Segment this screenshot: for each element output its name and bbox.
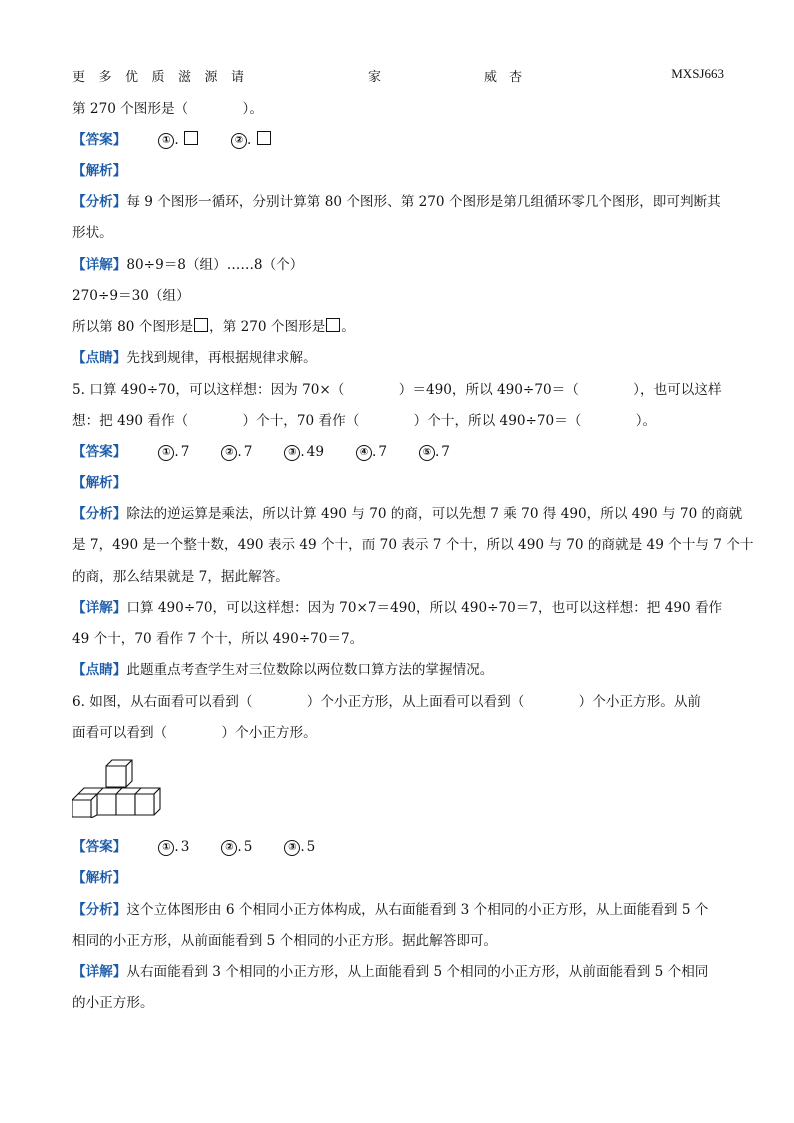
q6-xiangjie-line1 — [72, 963, 708, 981]
q5-question-line1: 5. 口算 490÷70，可以这样想：因为 70×（ ）＝490，所以 490÷70＝（ ），也可以这样 — [72, 382, 722, 398]
answer-value: 5 — [306, 839, 316, 855]
q4-xiangjie-line1 — [72, 256, 303, 274]
circled-number: ② — [221, 445, 237, 461]
q5-answer-line — [72, 443, 450, 461]
circled-number: ① — [158, 133, 174, 149]
q4-question-tail: 第 270 个图形是（ ）。 — [72, 101, 263, 117]
q6-question-line2: 面看可以看到（ ）个小正方形。 — [72, 725, 317, 741]
fenxi-tag: 【分析】 — [72, 194, 127, 210]
q4-fenxi-line1 — [72, 193, 721, 211]
xiangjie-tag: 【详解】 — [72, 600, 127, 616]
answer-value: 7 — [378, 444, 387, 460]
q6-fenxi-text2: 相同的小正方形，从前面能看到 5 个相同的小正方形。据此解答即可。 — [72, 933, 498, 949]
q4-fenxi-text1: 每 9 个图形一循环，分别计算第 80 个图形、第 270 个图形是第几组循环零几个图形，即可判断其 — [126, 194, 721, 210]
q4-xiangjie-text3b: ，第 270 个图形是 — [209, 319, 326, 335]
q5-fenxi-line1 — [72, 505, 742, 523]
q5-xiangjie-line1 — [72, 599, 722, 617]
answer-value: 7 — [243, 444, 253, 460]
q4-xiangjie-text1: 80÷9＝8（组）……8（个） — [126, 257, 304, 273]
answer-value: 7 — [441, 444, 450, 460]
q6-fenxi-line1 — [72, 901, 708, 919]
q5-answer-2: ② . 7 — [221, 443, 252, 461]
q4-dianjing-line — [72, 349, 317, 367]
q5-dianjing-text: 此题重点考查学生对三位数除以两位数口算方法的掌握情况。 — [126, 662, 494, 678]
q6-xiangjie-text1: 从右面能看到 3 个相同的小正方形，从上面能看到 5 个相同的小正方形，从前面能看到 5 个相同 — [126, 964, 709, 980]
square-shape-icon — [184, 131, 198, 145]
circled-number: ② — [231, 133, 247, 149]
q5-xiangjie-text1: 口算 490÷70，可以这样想：因为 70×7＝490，所以 490÷70＝7，也可以这样想：把 490 看作 — [126, 600, 723, 616]
fenxi-tag: 【分析】 — [72, 506, 127, 522]
circled-number: ② — [221, 840, 237, 856]
answer-value: 5 — [243, 839, 253, 855]
q4-xiangjie-text3a: 所以第 80 个图形是 — [72, 319, 194, 335]
answer-value: 49 — [306, 444, 324, 460]
q5-question-line2: 想：把 490 看作（ ）个十，70 看作（ ）个十，所以 490÷70＝（ ）。 — [72, 413, 657, 429]
q5-answer-5: ⑤ . 7 — [419, 443, 450, 461]
q4-answer-line — [72, 131, 272, 149]
q4-answer-1: ① . — [158, 131, 199, 149]
fenxi-tag: 【分析】 — [72, 902, 127, 918]
q6-answer-2: ② . 5 — [221, 838, 252, 856]
dianjing-tag: 【点睛】 — [72, 662, 127, 678]
q4-xiangjie-text3c: 。 — [341, 319, 355, 335]
square-shape-icon — [194, 318, 208, 332]
xiangjie-tag: 【详解】 — [72, 257, 127, 273]
q5-answer-4: ④ . 7 — [356, 443, 387, 461]
q5-answer-3: ③ . 49 — [284, 443, 324, 461]
q6-answer-line — [72, 838, 315, 856]
circled-number: ③ — [284, 840, 300, 856]
q6-answer-1: ① . 3 — [158, 838, 189, 856]
circled-number: ① — [158, 840, 174, 856]
q4-dianjing-text: 先找到规律，再根据规律求解。 — [126, 350, 317, 366]
circled-number: ④ — [356, 445, 372, 461]
header-code: MXSJ663 — [671, 66, 724, 81]
answer-value: 3 — [180, 839, 190, 855]
dianjing-tag: 【点睛】 — [72, 350, 127, 366]
answer-tag: 【答案】 — [72, 132, 127, 148]
answer-tag: 【答案】 — [72, 839, 127, 855]
header-left-text: 更多优质滋源请 — [72, 70, 258, 85]
q4-fenxi-text2: 形状。 — [72, 225, 113, 241]
cube-top — [106, 760, 132, 787]
q5-dianjing-line — [72, 661, 493, 679]
circled-number: ① — [158, 445, 174, 461]
header-mid-text: 家 — [368, 70, 382, 85]
q5-fenxi-text1: 除法的逆运算是乘法，所以计算 490 与 70 的商，可以先想 7 乘 70 得 490，所以 490 与 70 的商就 — [126, 506, 743, 522]
page-header — [72, 66, 724, 86]
square-shape-icon — [326, 318, 340, 332]
q6-xiangjie-text2: 的小正方形。 — [72, 995, 154, 1011]
cube-stack-figure — [72, 756, 184, 818]
q4-xiangjie-line3 — [72, 318, 355, 336]
q4-jiexi-tag: 【解析】 — [72, 163, 127, 179]
q5-jiexi-tag: 【解析】 — [72, 475, 127, 491]
q5-fenxi-text3: 的商，那么结果就是 7，据此解答。 — [72, 569, 289, 585]
q4-xiangjie-text2: 270÷9＝30（组） — [72, 288, 190, 304]
q5-xiangjie-text2: 49 个十，70 看作 7 个十，所以 490÷70＝7。 — [72, 631, 364, 647]
q5-answer-1: ① . 7 — [158, 443, 189, 461]
q4-answer-2: ② . — [231, 131, 272, 149]
answer-tag: 【答案】 — [72, 444, 127, 460]
square-shape-icon — [257, 131, 271, 145]
cube-front-left — [72, 794, 97, 818]
q6-answer-3: ③ . 5 — [284, 838, 315, 856]
answer-value: 7 — [180, 444, 190, 460]
header-right-text: 威杏 — [484, 70, 535, 85]
q6-jiexi-tag: 【解析】 — [72, 870, 127, 886]
xiangjie-tag: 【详解】 — [72, 964, 127, 980]
q6-question-line1: 6. 如图，从右面看可以看到（ ）个小正方形，从上面看可以看到（ ）个小正方形。从前 — [72, 694, 702, 710]
circled-number: ⑤ — [419, 445, 435, 461]
circled-number: ③ — [284, 445, 300, 461]
q5-fenxi-text2: 是 7，490 是一个整十数，490 表示 49 个十，而 70 表示 7 个十，所以 490 与 70 的商就是 49 个十与 7 个十 — [72, 537, 754, 553]
q6-fenxi-text1: 这个立体图形由 6 个相同小正方体构成，从右面能看到 3 个相同的小正方形，从上面能看到 5 个 — [126, 902, 709, 918]
